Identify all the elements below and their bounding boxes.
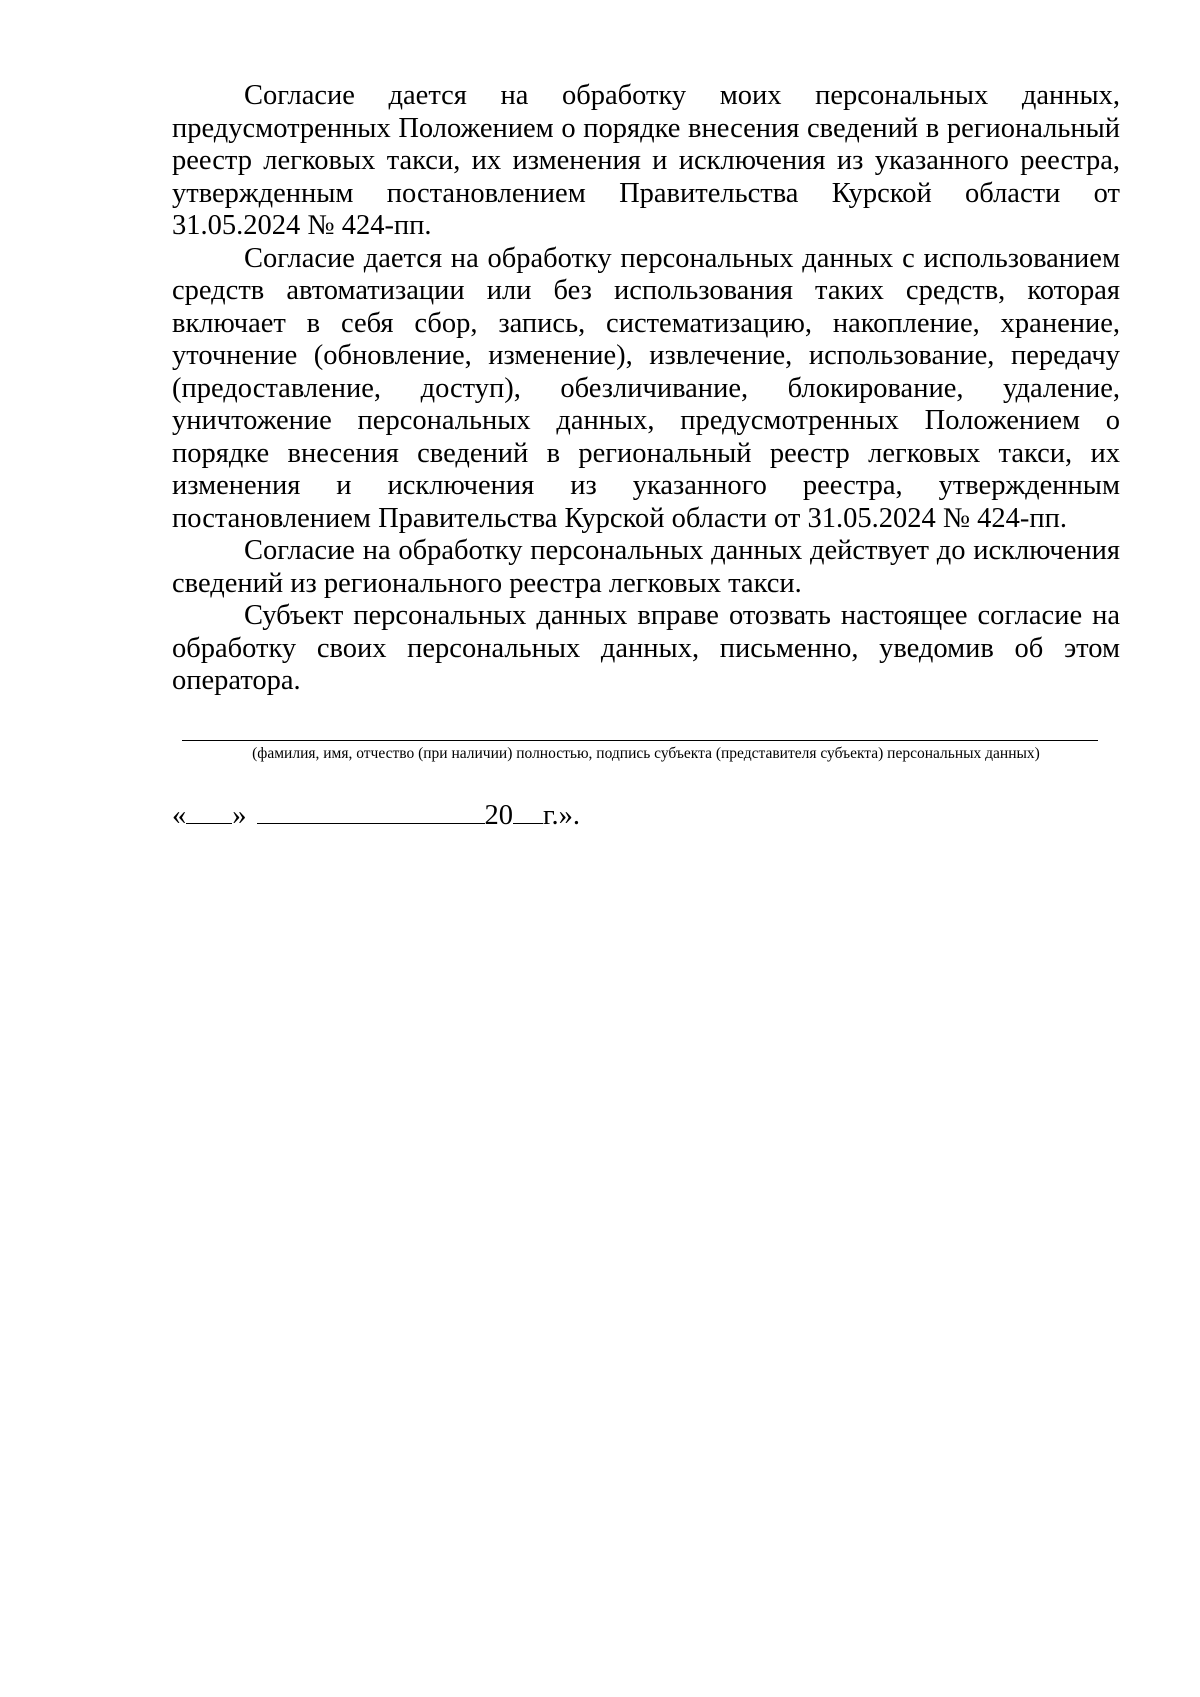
date-line xyxy=(172,800,580,832)
date-day-blank xyxy=(186,801,232,824)
document-body xyxy=(172,80,1120,698)
paragraph-consent-processing: Согласие дается на обработку персональных данных с использованием средств автоматизации или без использования таких средств, которая включает в себя сбор, запись, систематизацию, накопление, хранение, уточнение (обновление, изменение), извлечение, использование, передачу (предоставление, доступ), обезличивание, блокирование, удаление, уничтожение персональных данных, предусмотренных Положением о порядке внесения сведений в региональный реестр легковых такси, их изменения и исключения из указанного реестра, утвержденным постановлением Правительства Курской области от 31.05.2024 № 424-пп. xyxy=(172,242,1120,534)
date-open-quote: « xyxy=(172,800,187,831)
paragraph-consent-revocation: Субъект персональных данных вправе отозвать настоящее согласие на обработку своих персональных данных, письменно, уведомив об этом оператора. xyxy=(172,600,1120,696)
date-year-suffix: г.». xyxy=(543,800,580,831)
date-month-blank xyxy=(257,801,485,824)
signature-line xyxy=(182,740,1098,741)
paragraph-consent-duration: Согласие на обработку персональных данных действует до исключения сведений из регионального реестра легковых такси. xyxy=(172,535,1120,599)
date-year-blank xyxy=(513,801,543,824)
signature-caption: (фамилия, имя, отчество (при наличии) полностью, подпись субъекта (представителя субъекта) персональных данных) xyxy=(252,745,1040,762)
signature-block xyxy=(172,740,1120,764)
paragraph-consent-scope: Согласие дается на обработку моих персональных данных, предусмотренных Положением о порядке внесения сведений в региональный реестр легковых такси, их изменения и исключения из указанного реестра, утвержденным постановлением Правительства Курской области от 31.05.2024 № 424-пп. xyxy=(172,80,1120,241)
date-year-prefix: 20 xyxy=(484,800,513,831)
date-close-quote: » xyxy=(232,800,247,831)
